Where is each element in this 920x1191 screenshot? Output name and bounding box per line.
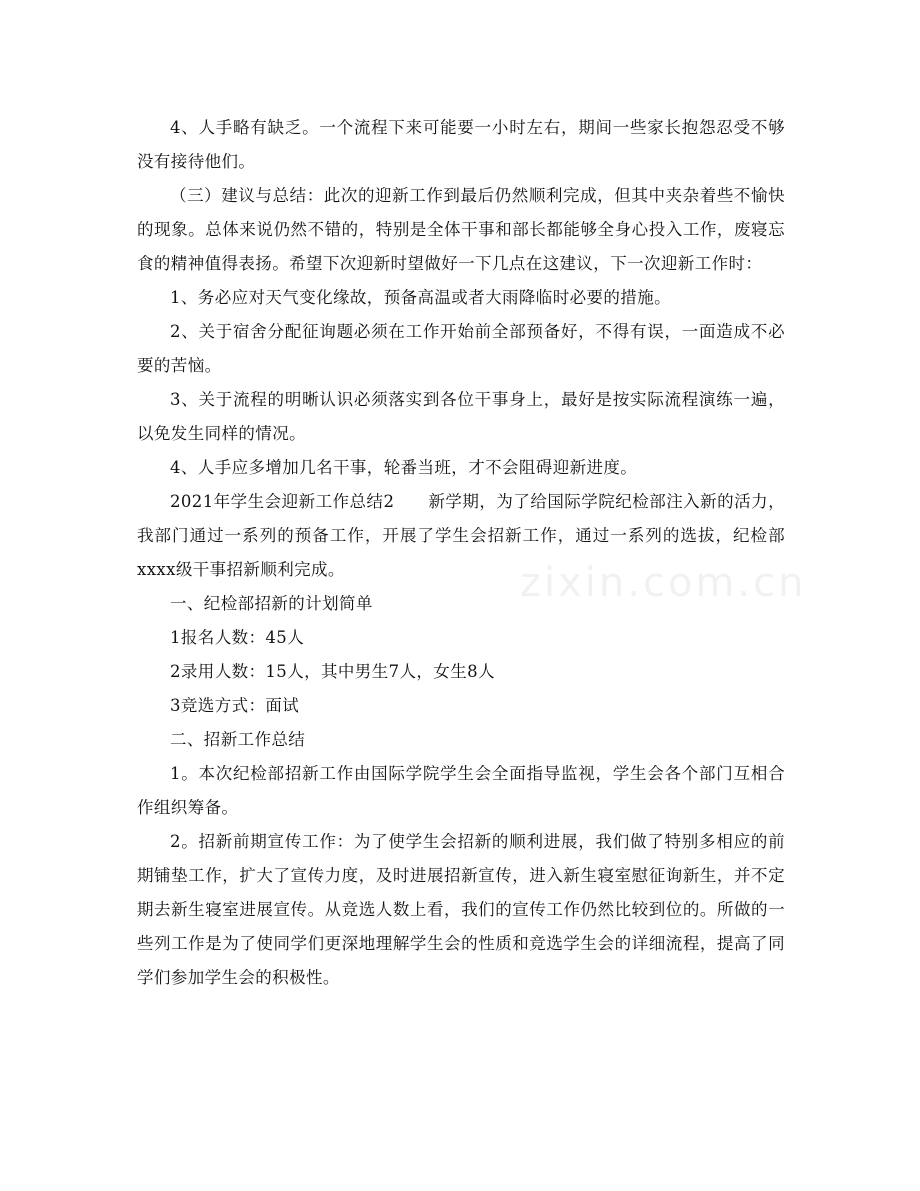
paragraph-2: （三）建议与总结：此次的迎新工作到最后仍然顺利完成，但其中夹杂着些不愉快的现象。总体来说仍然不错的，特别是全体干事和部长都能够全身心投入工作，废寝忘食的精神值得表扬。希望下次迎新时望做好一下几点在这建议，下一次迎新工作时：	[137, 186, 785, 273]
document-body	[137, 111, 785, 995]
watermark-text: zixin.com.cn	[520, 560, 807, 606]
paragraph-1: 4、人手略有缺乏。一个流程下来可能要一小时左右，期间一些家长抱怨忍受不够没有接待他们。	[137, 118, 785, 171]
paragraph-11: 3竞选方式：面试	[170, 696, 300, 715]
paragraph-12: 二、招新工作总结	[170, 730, 306, 749]
paragraph-14: 2。招新前期宣传工作：为了使学生会招新的顺利进展，我们做了特别多相应的前期铺垫工作，扩大了宣传力度，及时进展招新宣传，进入新生寝室慰征询新生，并不定期去新生寝室进展宣传。从竞选人数上看，我们的宣传工作仍然比较到位的。所做的一些列工作是为了使同学们更深地理解学生会的性质和竞选学生会的详细流程，提高了同学们参加学生会的积极性。	[137, 832, 785, 987]
paragraph-6: 4、人手应多增加几名干事，轮番当班，才不会阻碍迎新进度。	[170, 458, 638, 477]
paragraph-10: 2录用人数：15人，其中男生7人，女生8人	[170, 662, 495, 681]
paragraph-9: 1报名人数：45人	[170, 628, 305, 647]
paragraph-4: 2、关于宿舍分配征询题必须在工作开始前全部预备好，不得有误，一面造成不必要的苦恼。	[137, 322, 785, 375]
paragraph-13: 1。本次纪检部招新工作由国际学院学生会全面指导监视，学生会各个部门互相合作组织筹备。	[137, 764, 785, 817]
paragraph-3: 1、务必应对天气变化缘故，预备高温或者大雨降临时必要的措施。	[170, 288, 671, 307]
paragraph-8: 一、纪检部招新的计划简单	[170, 594, 373, 613]
paragraph-7: 2021年学生会迎新工作总结2 新学期，为了给国际学院纪检部注入新的活力，我部门通过一系列的预备工作，开展了学生会招新工作，通过一系列的选拔，纪检部xxxx级干事招新顺利完成。	[137, 492, 785, 579]
paragraph-5: 3、关于流程的明晰认识必须落实到各位干事身上，最好是按实际流程演练一遍，以免发生同样的情况。	[137, 390, 785, 443]
